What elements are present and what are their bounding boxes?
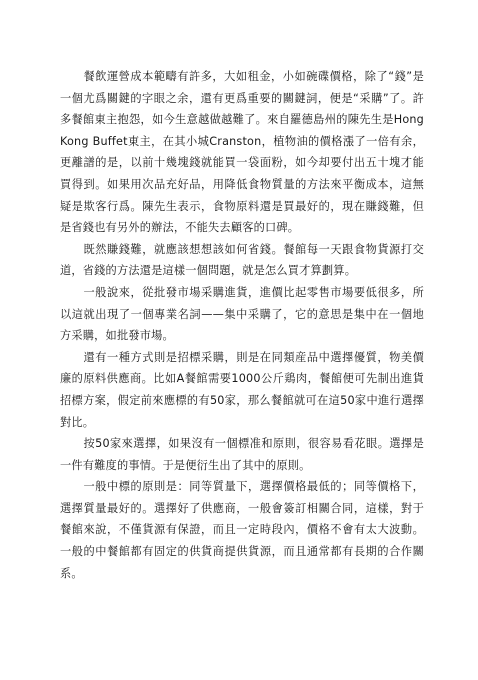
paragraph-3: 一般說來，從批發市場采購進貨，進價比起零售市場要低很多，所以這就出現了一個專業名詞——集中采購了，它的意思是集中在一個地方采購，如批發市場。 — [60, 285, 424, 343]
paragraph-1: 餐飲運營成本範疇有許多，大如租金，小如碗碟價格，除了“錢”是一個尤爲關鍵的字眼之余，還有更爲重要的關鍵詞，便是“采購”了。許多餐館東主抱怨，如今生意越做越難了。來自羅德島州的陳先生是Hong Kong Buffet東主，在其小城Cranston，植物油的價格漲了一倍有余，更離譜的是，以前十幾塊錢就能買一袋面粉，如今却要付出五十塊才能買得到。如果用次品充好品，用降低食物質量的方法來平衡成本，這無疑是欺客行爲。陳先生表示，食物原料還是買最好的，現在賺錢難，但是省錢也有另外的辦法，不能失去顧客的口碑。 — [60, 70, 424, 235]
paragraph-2: 既然賺錢難，就應該想想該如何省錢。餐館每一天跟食物貨源打交道，省錢的方法還是這樣一個問題，就是怎么買才算劃算。 — [60, 242, 424, 278]
paragraph-6: 一般中標的原則是：同等質量下，選擇價格最低的；同等價格下，選擇質量最好的。選擇好了供應商，一般會簽訂相關合同，這樣，對于餐館來說，不僅貨源有保證，而且一定時段內，價格不會有太大波動。一般的中餐館都有固定的供貨商提供貨源，而且通常都有長期的合作關系。 — [60, 480, 424, 580]
document-body — [60, 66, 424, 584]
paragraph-4: 還有一種方式則是招標采購，則是在同類産品中選擇優質，物美價廉的原料供應商。比如A餐館需要1000公斤鶏肉，餐館便可先制出進貨招標方案，假定前來應標的有50家，那么餐館就可在這50家中進行選擇對比。 — [60, 350, 424, 429]
paragraph-5: 按50家來選擇，如果沒有一個標准和原則，很容易看花眼。選擇是一件有難度的事情。于是便衍生出了其中的原則。 — [60, 437, 424, 472]
